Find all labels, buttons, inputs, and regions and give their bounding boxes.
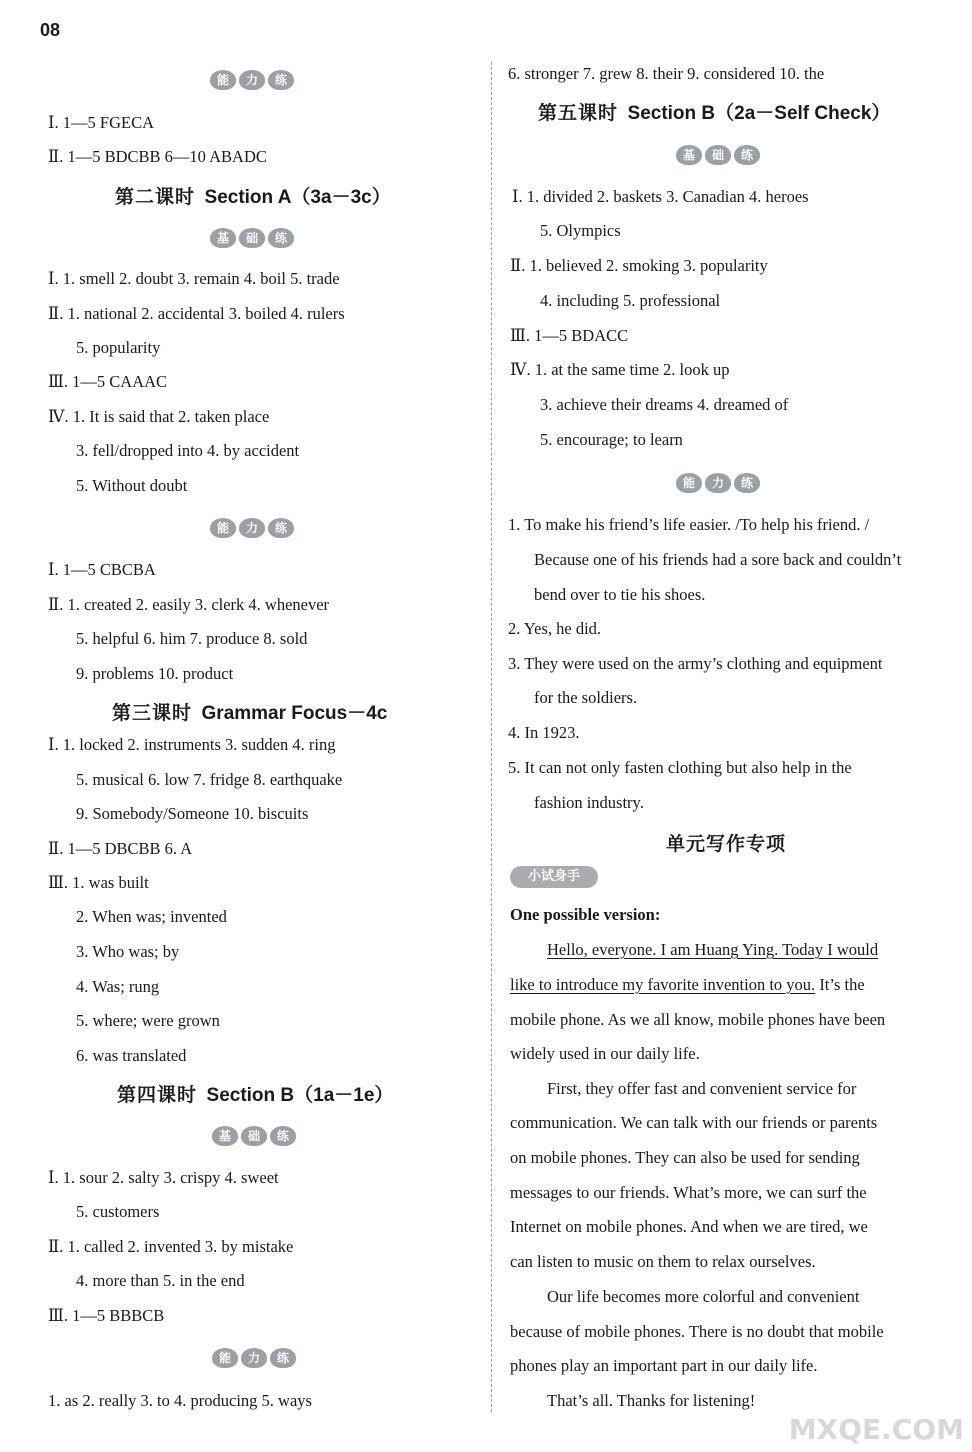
answer-line: 6. was translated xyxy=(76,1046,187,1065)
answer-line: 5. popularity xyxy=(76,338,161,357)
answer-line: Ⅳ. 1. It is said that 2. taken place xyxy=(48,407,270,426)
answer-line: 5. customers xyxy=(76,1202,160,1221)
essay-line: Hello, everyone. I am Huang Ying. Today I would xyxy=(547,940,879,959)
column-divider xyxy=(491,62,492,1412)
essay-line: First, they offer fast and convenient service for xyxy=(547,1079,857,1098)
essay-line: communication. We can talk with our friends or parents xyxy=(510,1113,878,1132)
answer-line: 2. Yes, he did. xyxy=(508,619,602,638)
section-heading: 第二课时 Section A（3a－3c） xyxy=(115,186,391,208)
answer-line: Ⅰ. 1. smell 2. doubt 3. remain 4. boil 5. trade xyxy=(48,269,340,288)
answer-line: 3. They were used on the army’s clothing and equipment xyxy=(508,654,883,673)
answer-line: 5. where; were grown xyxy=(76,1011,220,1030)
answer-line: Ⅱ. 1. called 2. invented 3. by mistake xyxy=(48,1237,294,1256)
section-heading: 第三课时 Grammar Focus－4c xyxy=(112,702,388,724)
answer-line: fashion industry. xyxy=(534,793,644,812)
section-heading: 第五课时 Section B（2a－Self Check） xyxy=(538,102,891,124)
essay-line: Our life becomes more colorful and convenient xyxy=(547,1287,860,1306)
answer-line: Ⅱ. 1. believed 2. smoking 3. popularity xyxy=(510,256,768,275)
answer-line: 5. musical 6. low 7. fridge 8. earthquake xyxy=(76,770,343,789)
page-number: 08 xyxy=(40,20,61,40)
answer-line: Ⅱ. 1—5 BDCBB 6—10 ABADC xyxy=(48,147,267,166)
badge-basic: 基 础 练 xyxy=(212,1126,296,1146)
answer-line: for the soldiers. xyxy=(534,688,638,707)
essay-line: mobile phone. As we all know, mobile phones have been xyxy=(510,1010,886,1029)
essay-line: Internet on mobile phones. And when we are tired, we xyxy=(510,1217,868,1236)
answer-line: Ⅱ. 1. national 2. accidental 3. boiled 4. rulers xyxy=(48,304,345,323)
section-heading: 第四课时 Section B（1a－1e） xyxy=(117,1084,394,1106)
answer-line: 4. including 5. professional xyxy=(540,291,721,310)
answer-line: 1. To make his friend’s life easier. /To help his friend. / xyxy=(508,515,870,534)
answer-line: Ⅲ. 1—5 BBBCB xyxy=(48,1306,165,1325)
answer-line: 3. Who was; by xyxy=(76,942,180,961)
essay-line: messages to our friends. What’s more, we can surf the xyxy=(510,1183,867,1202)
answer-line: Ⅰ. 1—5 CBCBA xyxy=(48,560,156,579)
answer-line: 5. It can not only fasten clothing but also help in the xyxy=(508,758,852,777)
answer-line: 5. encourage; to learn xyxy=(540,430,683,449)
badge-basic: 基 础 练 xyxy=(210,228,294,248)
answer-line: bend over to tie his shoes. xyxy=(534,585,706,604)
answer-line: Because one of his friends had a sore back and couldn’t xyxy=(534,550,902,569)
answer-line: 6. stronger 7. grew 8. their 9. considered 10. the xyxy=(508,64,825,83)
answer-line: 9. problems 10. product xyxy=(76,664,234,683)
answer-line: 3. achieve their dreams 4. dreamed of xyxy=(540,395,789,414)
answer-line: 4. more than 5. in the end xyxy=(76,1271,245,1290)
essay-line: widely used in our daily life. xyxy=(510,1044,700,1063)
answer-line: Ⅱ. 1—5 DBCBB 6. A xyxy=(48,839,193,858)
version-label: One possible version: xyxy=(510,905,661,924)
badge-ability: 能 力 练 xyxy=(210,70,294,90)
answer-line: 5. Olympics xyxy=(540,221,621,240)
answer-line: 4. Was; rung xyxy=(76,977,160,996)
answer-line: Ⅰ. 1. locked 2. instruments 3. sudden 4. ring xyxy=(48,735,336,754)
badge-basic: 基 础 练 xyxy=(676,145,760,165)
answer-line: 1. as 2. really 3. to 4. producing 5. ways xyxy=(48,1391,312,1410)
essay-line: can listen to music on them to relax ourselves. xyxy=(510,1252,816,1271)
answer-line: Ⅰ. 1—5 FGECA xyxy=(48,113,154,132)
writing-heading: 单元写作专项 xyxy=(666,833,787,855)
watermark-logo: MXQE.COM xyxy=(788,1413,964,1446)
essay-line: like to introduce my favorite invention to you. It’s the xyxy=(510,975,865,994)
essay-line: because of mobile phones. There is no doubt that mobile xyxy=(510,1322,884,1341)
answer-line: 5. helpful 6. him 7. produce 8. sold xyxy=(76,629,308,648)
badge-ability: 能 力 练 xyxy=(210,518,294,538)
practice-tag: 小试身手 xyxy=(510,866,598,888)
answer-line: 2. When was; invented xyxy=(76,907,227,926)
answer-line: 5. Without doubt xyxy=(76,476,188,495)
answer-line: Ⅲ. 1. was built xyxy=(48,873,149,892)
answer-line: Ⅰ. 1. divided 2. baskets 3. Canadian 4. heroes xyxy=(512,187,809,206)
answer-line: Ⅲ. 1—5 CAAAC xyxy=(48,372,168,391)
badge-ability: 能 力 练 xyxy=(212,1348,296,1368)
answer-line: 3. fell/dropped into 4. by accident xyxy=(76,441,300,460)
essay-line: on mobile phones. They can also be used for sending xyxy=(510,1148,860,1167)
answer-line: Ⅰ. 1. sour 2. salty 3. crispy 4. sweet xyxy=(48,1168,279,1187)
answer-line: 9. Somebody/Someone 10. biscuits xyxy=(76,804,309,823)
answer-line: Ⅳ. 1. at the same time 2. look up xyxy=(510,360,730,379)
answer-line: 4. In 1923. xyxy=(508,723,580,742)
badge-ability: 能 力 练 xyxy=(676,473,760,493)
essay-line: That’s all. Thanks for listening! xyxy=(547,1391,756,1410)
answer-line: Ⅲ. 1—5 BDACC xyxy=(510,326,629,345)
answer-line: Ⅱ. 1. created 2. easily 3. clerk 4. whenever xyxy=(48,595,330,614)
essay-line: phones play an important part in our daily life. xyxy=(510,1356,818,1375)
